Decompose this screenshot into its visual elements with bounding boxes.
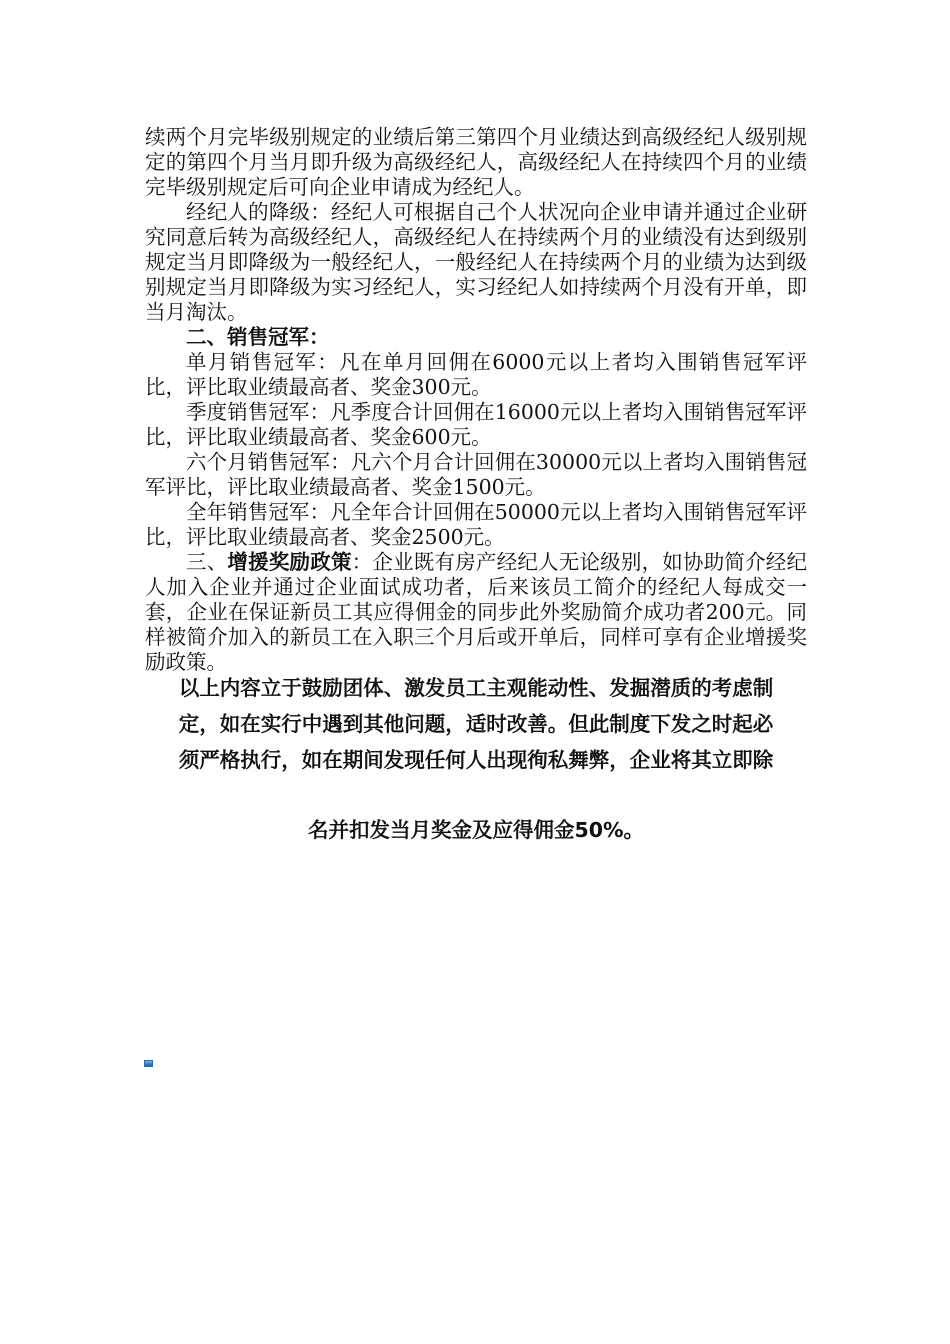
spacer bbox=[145, 778, 807, 812]
closing-line: 以上内容立于鼓励团体、激发员工主观能动性、发掘潜质的考虑制 bbox=[178, 676, 774, 700]
paragraph-promotion: 续两个月完毕级别规定的业绩后第三第四个月业绩达到高级经纪人级别规定的第四个月当月即升级为高级经纪人，高级经纪人在持续四个月的业绩完毕级别规定后可向企业申请成为经纪人。 bbox=[145, 125, 807, 199]
paragraph-quarterly-champion: 季度销售冠军：凡季度合计回佣在16000元以上者均入围销售冠军评比，评比取业绩最高者、奖金600元。 bbox=[145, 400, 807, 449]
referral-policy-text: ：企业既有房产经纪人无论级别，如协助简介经纪人加入企业并通过企业面试成功者，后来该员工简介的经纪人每成交一套，企业在保证新员工其应得佣金的同步此外奖励简介成功者200元。同样被简介加入的新员工在入职三个月后或开单后，同样可享有企业增援奖励政策。 bbox=[145, 550, 808, 674]
section-heading-referral: 增援奖励政策 bbox=[227, 550, 352, 574]
paragraph-monthly-champion: 单月销售冠军：凡在单月回佣在6000元以上者均入围销售冠军评比，评比取业绩最高者、奖金300元。 bbox=[145, 350, 807, 399]
document-body bbox=[145, 125, 807, 675]
closing-statement bbox=[145, 670, 807, 848]
closing-line: 名并扣发当月奖金及应得佣金50%。 bbox=[307, 818, 645, 842]
paragraph-demotion: 经纪人的降级：经纪人可根据自己个人状况向企业申请并通过企业研究同意后转为高级经纪人，高级经纪人在持续两个月的业绩没有达到级别规定当月即降级为一般经纪人，一般经纪人在持续两个月的业绩为达到级别规定当月即降级为实习经纪人，实习经纪人如持续两个月没有开单，即当月淘汰。 bbox=[145, 200, 807, 324]
paragraph-halfyear-champion: 六个月销售冠军：凡六个月合计回佣在30000元以上者均入围销售冠军评比，评比取业绩最高者、奖金1500元。 bbox=[145, 450, 807, 499]
section-heading-sales-champion bbox=[145, 325, 807, 350]
section-heading-text: 二、销售冠军： bbox=[186, 325, 330, 349]
paragraph-referral-policy bbox=[145, 550, 807, 675]
paragraph-annual-champion: 全年销售冠军：凡全年合计回佣在50000元以上者均入围销售冠军评比，评比取业绩最高者、奖金2500元。 bbox=[145, 500, 807, 549]
section-number: 三、 bbox=[186, 550, 228, 574]
closing-line: 须严格执行，如在期间发现任何人出现徇私舞弊，企业将其立即除 bbox=[178, 748, 774, 772]
image-placeholder-icon bbox=[144, 1060, 153, 1067]
closing-line: 定，如在实行中遇到其他问题，适时改善。但此制度下发之时起必 bbox=[178, 712, 774, 736]
